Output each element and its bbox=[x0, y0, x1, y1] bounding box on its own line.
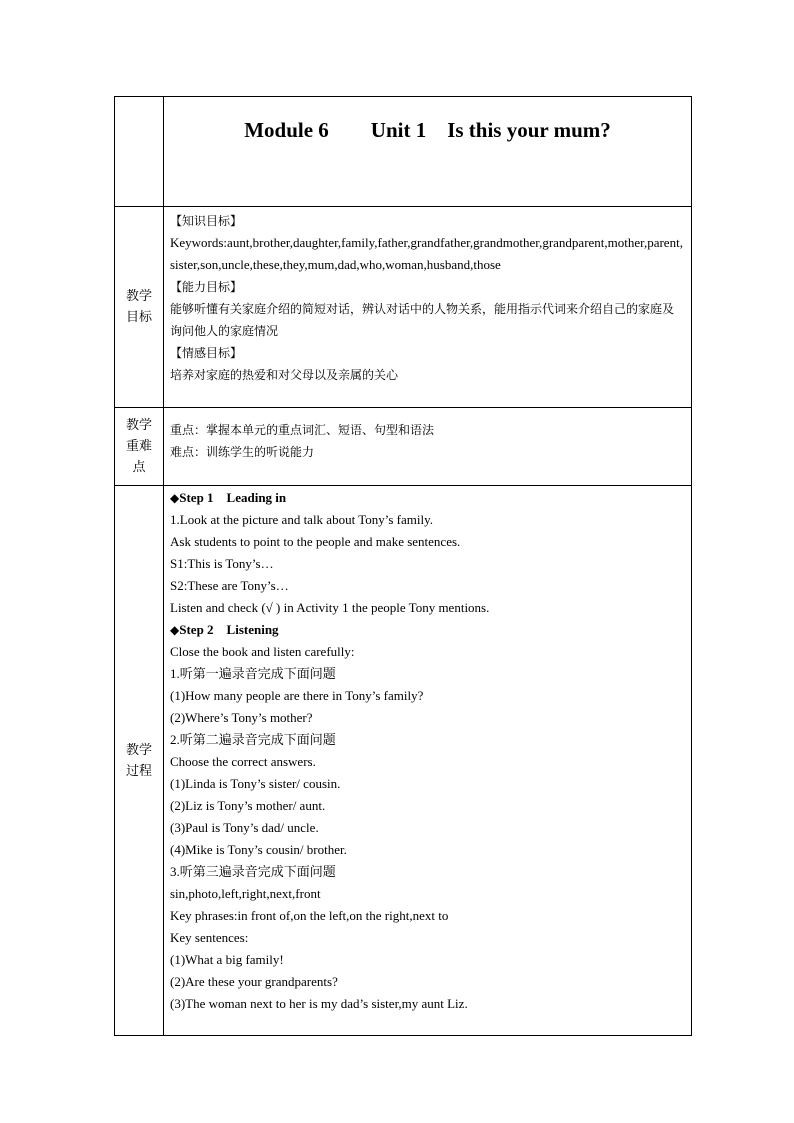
step1-line: Ask students to point to the people and make sentences. bbox=[170, 534, 461, 549]
step1-line: Listen and check (√ ) in Activity 1 the people Tony mentions. bbox=[170, 600, 490, 615]
step1-heading: ◆Step 1 Leading in bbox=[170, 490, 287, 505]
step1-line: S1:This is Tony’s… bbox=[170, 556, 274, 571]
step2-intro: Close the book and listen carefully: bbox=[170, 644, 355, 659]
objectives-label: 教学 目标 bbox=[115, 207, 164, 408]
step1-line: 1.Look at the picture and talk about Tony’s family. bbox=[170, 512, 434, 527]
keywords-text: Keywords:aunt,brother,daughter,family,father,grandfather,grandmother,grandparent,mother,parent,sister,son,uncle,these,they,mum,dad,who,woman,husband,those bbox=[170, 235, 683, 272]
lesson-plan-table bbox=[114, 96, 692, 1036]
listen1-question: (1)How many people are there in Tony’s family? bbox=[170, 688, 424, 703]
listen2-question: (3)Paul is Tony’s dad/ uncle. bbox=[170, 820, 319, 835]
key-sentence: (1)What a big family! bbox=[170, 952, 284, 967]
listen2-question: (1)Linda is Tony’s sister/ cousin. bbox=[170, 776, 341, 791]
step2-heading: ◆Step 2 Listening bbox=[170, 622, 279, 637]
title-cell bbox=[164, 97, 692, 207]
diamond-bullet-icon: ◆ bbox=[170, 491, 180, 505]
knowledge-heading: 【知识目标】 bbox=[170, 214, 243, 228]
key-sentence: (2)Are these your grandparents? bbox=[170, 974, 338, 989]
title-label-cell bbox=[115, 97, 164, 207]
listen3-heading: 3.听第三遍录音完成下面问题 bbox=[170, 864, 336, 879]
page-title: Module 6 Unit 1 Is this your mum? bbox=[244, 118, 611, 142]
ability-heading: 【能力目标】 bbox=[170, 280, 243, 294]
key-points-row bbox=[115, 408, 692, 486]
objectives-row bbox=[115, 207, 692, 408]
diamond-bullet-icon: ◆ bbox=[170, 623, 180, 637]
process-row bbox=[115, 486, 692, 1036]
focus-text: 重点：掌握本单元的重点词汇、短语、句型和语法 bbox=[170, 423, 435, 437]
listen1-heading: 1.听第一遍录音完成下面问题 bbox=[170, 666, 336, 681]
listen2-intro: Choose the correct answers. bbox=[170, 754, 316, 769]
key-sentence: (3)The woman next to her is my dad’s sister,my aunt Liz. bbox=[170, 996, 468, 1011]
step1-line: S2:These are Tony’s… bbox=[170, 578, 289, 593]
title-row bbox=[115, 97, 692, 207]
emotion-heading: 【情感目标】 bbox=[170, 346, 243, 360]
words-list: sin,photo,left,right,next,front bbox=[170, 886, 321, 901]
process-content bbox=[164, 486, 692, 1036]
key-phrases: Key phrases:in front of,on the left,on the right,next to bbox=[170, 908, 449, 923]
key-points-content bbox=[164, 408, 692, 486]
emotion-text: 培养对家庭的热爱和对父母以及亲属的关心 bbox=[170, 368, 399, 382]
key-points-label: 教学 重难 点 bbox=[115, 408, 164, 486]
key-sentences-heading: Key sentences: bbox=[170, 930, 249, 945]
difficulty-text: 难点：训练学生的听说能力 bbox=[170, 445, 315, 459]
listen2-question: (4)Mike is Tony’s cousin/ brother. bbox=[170, 842, 347, 857]
listen2-heading: 2.听第二遍录音完成下面问题 bbox=[170, 732, 336, 747]
listen2-question: (2)Liz is Tony’s mother/ aunt. bbox=[170, 798, 326, 813]
listen1-question: (2)Where’s Tony’s mother? bbox=[170, 710, 313, 725]
process-label: 教学 过程 bbox=[115, 486, 164, 1036]
ability-text: 能够听懂有关家庭介绍的简短对话，辨认对话中的人物关系，能用指示代词来介绍自己的家庭及询问他人的家庭情况 bbox=[170, 302, 675, 338]
objectives-content bbox=[164, 207, 692, 408]
